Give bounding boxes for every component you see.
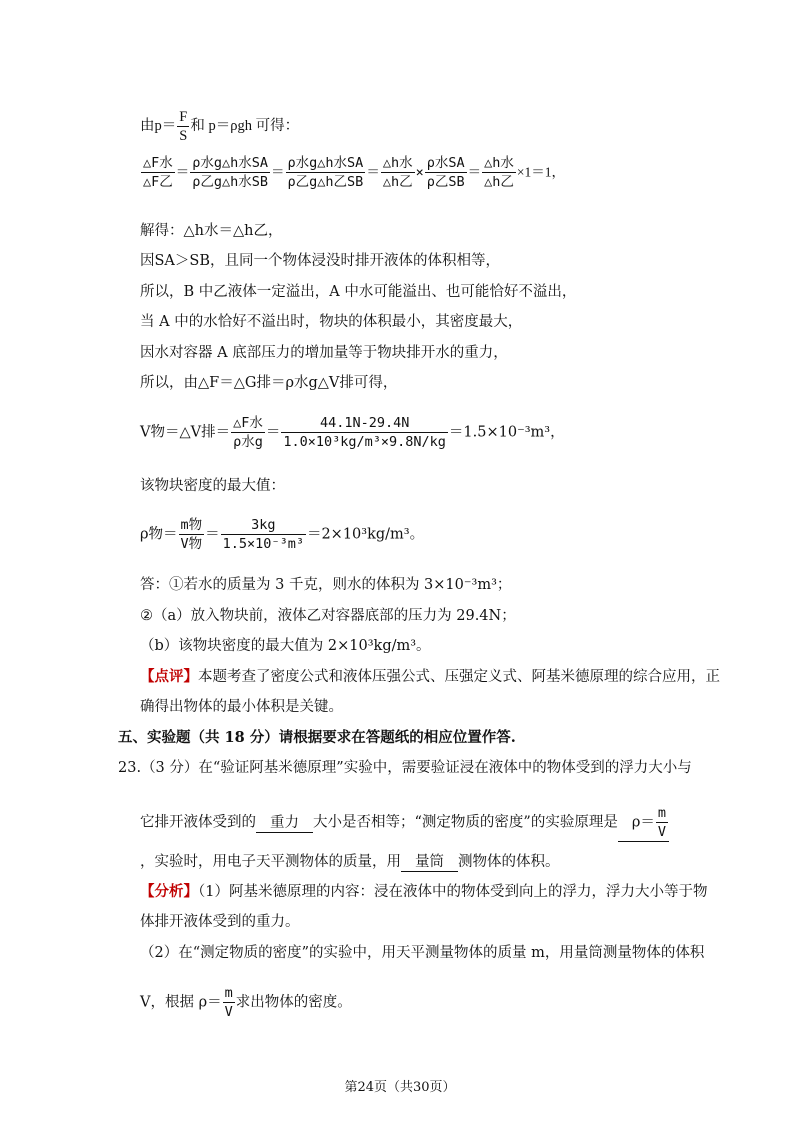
fraction: $\frac{\text{△h水}}{\text{△h乙}}$ <box>484 155 514 190</box>
fraction: $\frac{\text{△h水}}{\text{△h乙}}$ <box>382 155 413 190</box>
question-23-line-1: 23.（3 分）在“验证阿基米德原理”实验中，需要验证浸在液体中的物体受到的浮力大小与 <box>118 760 692 776</box>
fraction: $\frac{\text{m物}}{\text{V物}}$ <box>180 517 203 552</box>
fraction: $\frac{m}{V}$ <box>657 805 666 840</box>
fraction: $\frac{\text{△F水}}{\text{ρ水g}}$ <box>233 415 263 450</box>
comment-line-1: 【点评】本题考查了密度公式和液体压强公式、压强定义式、阿基米德原理的综合应用，正 <box>140 668 720 685</box>
fraction: $\frac{\text{△F水}}{\text{△F乙}}$ <box>143 155 173 190</box>
answer-line-1: 答：①若水的质量为 3 千克，则水的体积为 3×10⁻³m³； <box>140 577 512 593</box>
fraction: $\frac{m}{V}$ <box>224 985 233 1020</box>
analysis-line-4: V，根据 ρ＝ $\frac{m}{V}$ 求出物体的密度。 <box>140 985 352 1020</box>
analysis-tag: 【分析】 <box>140 883 198 900</box>
answer-blank-3: 量筒 <box>401 853 458 872</box>
analysis-line-3: （2）在“测定物质的密度”的实验中，用天平测量物体的质量 m，用量筒测量物体的体积 <box>140 945 705 961</box>
comment-tag: 【点评】 <box>140 668 198 685</box>
page-footer: 第24页（共30页） <box>344 1080 456 1095</box>
question-23-line-3: ，实验时，用电子天平测物体的质量，用 量筒 测物体的体积。 <box>140 854 560 870</box>
fraction: $\frac{\text{ρ水g△h水SA}}{\text{ρ乙g△h乙SB}}$ <box>287 155 364 190</box>
when-line: 当 A 中的水恰好不溢出时，物块的体积最小，其密度最大， <box>140 314 523 330</box>
numerator: F <box>179 109 188 125</box>
text: 由p＝ <box>140 117 177 134</box>
solve-line: 解得：△h水＝△h乙， <box>140 223 283 239</box>
analysis-line-2: 体排开液体受到的重力。 <box>140 914 300 930</box>
answer-line-2: ②（a）放入物块前，液体乙对容器底部的压力为 29.4N； <box>140 608 516 624</box>
density-equation: ρ物＝ $\frac{\text{m物}}{\text{V物}}$ ＝ $\frac{3kg}{\text{1.5×10⁻³m³}}$ ＝2×10³kg/m³。 <box>140 517 425 552</box>
because-line: 因SA＞SB，且同一个物体浸没时排开液体的体积相等， <box>140 253 500 269</box>
so-line-2: 所以，由△F＝△G排＝ρ水g△V排可得， <box>140 375 398 391</box>
section-heading: 五、实验题（共 18 分）请根据要求在答题纸的相应位置作答. <box>118 729 516 746</box>
analysis-line-1: 【分析】（1）阿基米德原理的内容：浸在液体中的物体受到向上的浮力，浮力大小等于物 <box>140 883 708 900</box>
question-23-line-2: 它排开液体受到的 重力 大小是否相等；“测定物质的密度”的实验原理是 ρ＝ $\frac{m}{V}$ <box>140 804 669 842</box>
fraction: $\frac{3kg}{\text{1.5×10⁻³m³}}$ <box>222 517 304 552</box>
fraction: $\frac{44.1N-29.4N}{\text{1.0×10³kg/m³×9.8N/kg}}$ <box>283 415 446 450</box>
fraction-f-over-s <box>177 108 189 145</box>
comment-line-2: 确得出物体的最小体积是关键。 <box>140 699 343 715</box>
answer-blank-2: ρ＝ $\frac{m}{V}$ <box>618 804 669 842</box>
fraction: $\frac{\text{ρ水SA}}{\text{ρ乙SB}}$ <box>426 155 465 190</box>
due-line: 因水对容器 A 底部压力的增加量等于物块排开水的重力， <box>140 345 508 361</box>
ratio-equation: $\frac{\text{△F水}}{\text{△F乙}}$ ＝ $\frac{\text{ρ水g△h水SA}}{\text{ρ乙g△h水SB}}$ ＝ $\frac{\text{ρ水g△h水SA}}{\text{ρ乙g△h乙SB}}$ ＝ $\frac{\text{△h水}}{\text{△h乙}}$ × $\frac{\text{ρ水SA}}{\text{ρ乙SB}}$ ＝ $\frac{\text{△h水}}{\text{△h乙}}$ ×1＝1， <box>143 155 566 190</box>
answer-line-3: （b）该物块密度的最大值为 2×10³kg/m³。 <box>140 638 431 654</box>
volume-equation: V物＝△V排＝ $\frac{\text{△F水}}{\text{ρ水g}}$ ＝ $\frac{44.1N-29.4N}{\text{1.0×10³kg/m³×9.8N/kg}}$ ＝1.5×10⁻³m³， <box>140 415 565 450</box>
denominator: S <box>179 128 188 144</box>
so-line-1: 所以，B 中乙液体一定溢出，A 中水可能溢出、也可能恰好不溢出， <box>140 284 577 300</box>
answer-blank-1: 重力 <box>256 814 313 833</box>
fraction: $\frac{\text{ρ水g△h水SA}}{\text{ρ乙g△h水SB}}$ <box>192 155 269 190</box>
max-density-line: 该物块密度的最大值： <box>140 478 285 494</box>
pressure-formula-line <box>140 108 299 145</box>
text: 和 p＝ρgh 可得： <box>190 117 300 134</box>
